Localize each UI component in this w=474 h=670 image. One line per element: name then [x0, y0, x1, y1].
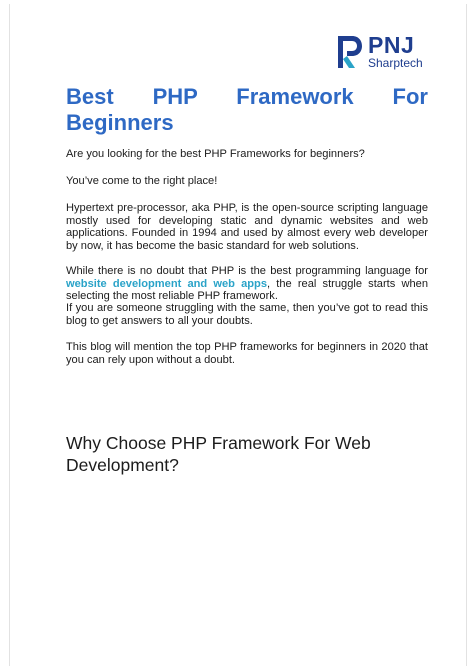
read-blog-paragraph: If you are someone struggling with the same, then you’ve got to read this blog to get answers to all your doubts.: [66, 302, 428, 327]
framework-struggle-paragraph: [66, 265, 428, 303]
paragraph-text-end: , the real struggle starts when selecting the most reliable PHP framework.: [66, 277, 428, 303]
blog-summary-paragraph: This blog will mention the top PHP frameworks for beginners in 2020 that you can rely upon without a doubt.: [66, 341, 428, 366]
section-heading: Why Choose PHP Framework For Web Development?: [66, 433, 371, 475]
paragraph-text-start: While there is no doubt that PHP is the best programming language for: [66, 265, 428, 277]
logo-tagline: Sharptech: [368, 56, 423, 70]
intro-question: Are you looking for the best PHP Frameworks for beginners?: [66, 148, 365, 160]
document-page: [9, 4, 467, 666]
logo-name: PNJ: [368, 32, 415, 58]
page-title: [66, 84, 428, 136]
title-line-2: Beginners: [66, 110, 174, 135]
intro-answer: You’ve come to the right place!: [66, 175, 218, 187]
web-development-link[interactable]: website development and web apps: [66, 277, 268, 290]
php-definition-paragraph: Hypertext pre-processor, aka PHP, is the open-source scripting language mostly used for developing static and dynamic websites and web applications. Founded in 1994 and used by almost every web developer by now, it has become the basic standard for web solutions.: [66, 202, 428, 252]
pnj-logo-icon: [335, 32, 365, 72]
title-line-1: Best PHP Framework For: [66, 84, 428, 109]
company-logo: [335, 32, 455, 74]
